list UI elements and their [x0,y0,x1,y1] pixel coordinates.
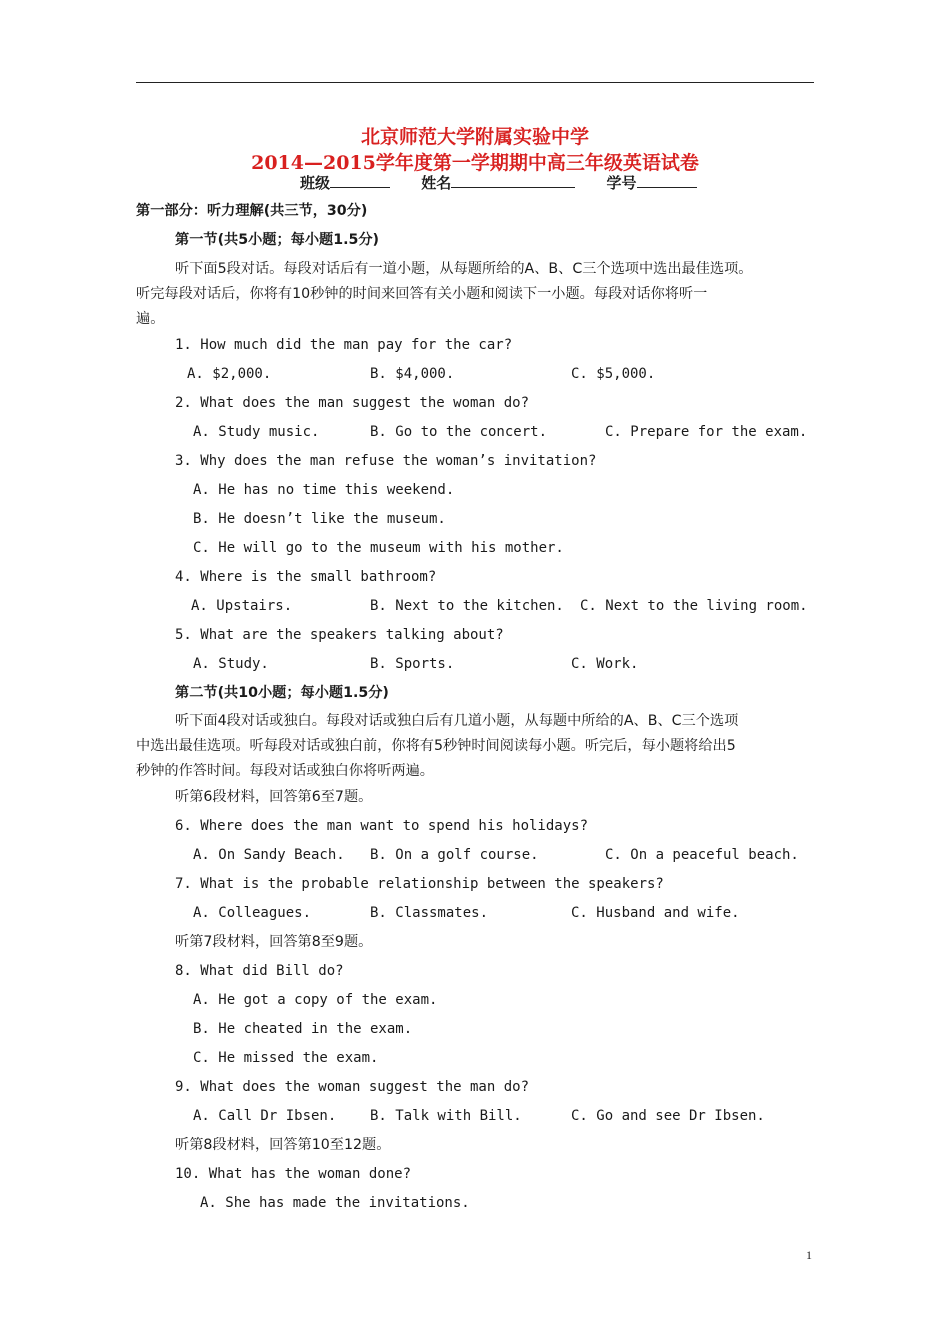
material-7-note: 听第7段材料，回答第8至9题。 [175,934,373,950]
q1-option-c[interactable]: C. $5,000. [571,366,656,382]
q7-option-c[interactable]: C. Husband and wife. [571,905,740,921]
q1-option-b[interactable]: B. $4,000. [370,366,455,382]
question-10: 10. What has the woman done? [175,1166,412,1182]
material-8-note: 听第8段材料，回答第10至12题。 [175,1137,391,1153]
q2-option-b[interactable]: B. Go to the concert. [370,424,548,440]
question-7: 7. What is the probable relationship between the speakers? [175,876,664,892]
section2-instructions-line2: 中选出最佳选项。听每段对话或独白前，你将有5秒钟时间阅读每小题。听完后，每小题将给出5 [136,738,736,754]
part1-heading: 第一部分：听力理解(共三节，30分) [136,203,368,219]
q4-option-a[interactable]: A. Upstairs. [191,598,293,614]
student-info-fields [300,172,723,193]
q10-option-a[interactable]: A. She has made the invitations. [200,1195,470,1211]
section2-heading: 第二节(共10小题；每小题1.5分) [175,685,389,701]
class-field[interactable] [330,173,390,188]
q6-option-a[interactable]: A. On Sandy Beach. [193,847,345,863]
q4-option-c[interactable]: C. Next to the living room. [580,598,808,614]
question-5: 5. What are the speakers talking about? [175,627,504,643]
question-8: 8. What did Bill do? [175,963,344,979]
section2-instructions-line1: 听下面4段对话或独白。每段对话或独白后有几道小题，从每题中所给的A、B、C三个选项 [175,713,739,729]
school-name: 北京师范大学附属实验中学 [360,126,589,148]
id-label: 学号 [606,174,637,192]
material-6-note: 听第6段材料，回答第6至7题。 [175,789,373,805]
question-1: 1. How much did the man pay for the car? [175,337,513,353]
q3-option-a[interactable]: A. He has no time this weekend. [193,482,455,498]
question-2: 2. What does the man suggest the woman do? [175,395,530,411]
section1-instructions-line1: 听下面5段对话。每段对话后有一道小题，从每题所给的A、B、C三个选项中选出最佳选项。 [175,261,753,277]
section1-instructions-line2: 听完每段对话后，你将有10秒钟的时间来回答有关小题和阅读下一小题。每段对话你将听一 [136,286,708,302]
q1-option-a[interactable]: A. $2,000. [187,366,272,382]
id-field[interactable] [637,173,697,188]
name-label: 姓名 [421,174,452,192]
name-field[interactable] [451,173,575,188]
section1-instructions-line3: 遍。 [136,311,165,327]
q9-option-c[interactable]: C. Go and see Dr Ibsen. [571,1108,765,1124]
q5-option-a[interactable]: A. Study. [193,656,269,672]
header-rule [136,82,814,83]
page-number: 1 [806,1248,812,1262]
question-4: 4. Where is the small bathroom? [175,569,437,585]
question-3: 3. Why does the man refuse the woman’s invitation? [175,453,597,469]
q3-option-c[interactable]: C. He will go to the museum with his mother. [193,540,564,556]
q4-option-b[interactable]: B. Next to the kitchen. [370,598,564,614]
exam-title: 2014—2015学年度第一学期期中高三年级英语试卷 [251,152,699,174]
section2-instructions-line3: 秒钟的作答时间。每段对话或独白你将听两遍。 [136,763,434,779]
question-6: 6. Where does the man want to spend his holidays? [175,818,589,834]
q8-option-c[interactable]: C. He missed the exam. [193,1050,379,1066]
q5-option-b[interactable]: B. Sports. [370,656,455,672]
q6-option-c[interactable]: C. On a peaceful beach. [605,847,799,863]
q7-option-a[interactable]: A. Colleagues. [193,905,312,921]
q6-option-b[interactable]: B. On a golf course. [370,847,539,863]
question-9: 9. What does the woman suggest the man do? [175,1079,530,1095]
q3-option-b[interactable]: B. He doesn’t like the museum. [193,511,446,527]
q8-option-a[interactable]: A. He got a copy of the exam. [193,992,438,1008]
q2-option-a[interactable]: A. Study music. [193,424,320,440]
q9-option-b[interactable]: B. Talk with Bill. [370,1108,522,1124]
q9-option-a[interactable]: A. Call Dr Ibsen. [193,1108,337,1124]
q8-option-b[interactable]: B. He cheated in the exam. [193,1021,413,1037]
q2-option-c[interactable]: C. Prepare for the exam. [605,424,808,440]
section1-heading: 第一节(共5小题；每小题1.5分) [175,232,380,248]
class-label: 班级 [300,174,331,192]
q5-option-c[interactable]: C. Work. [571,656,639,672]
q7-option-b[interactable]: B. Classmates. [370,905,489,921]
